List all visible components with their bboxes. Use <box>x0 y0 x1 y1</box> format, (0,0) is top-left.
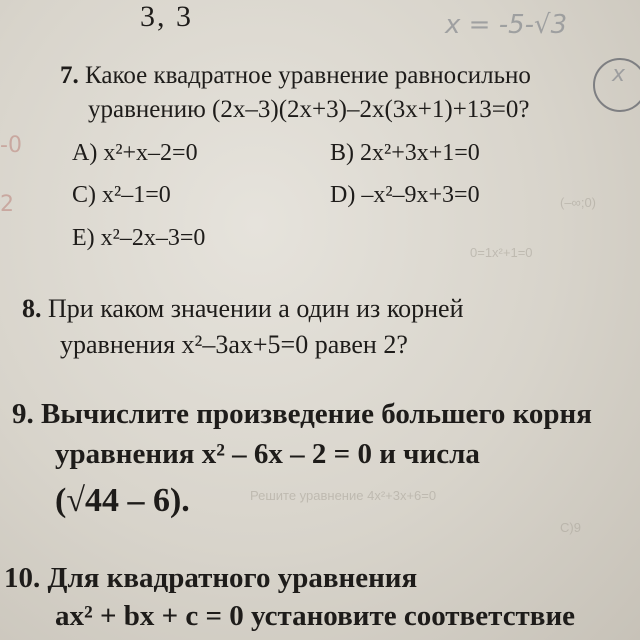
q10-line1 <box>4 562 417 595</box>
option-label: C) <box>72 182 96 208</box>
pencil-letter: x <box>612 62 626 87</box>
q7-option-d <box>330 182 480 209</box>
q9-line1 <box>12 398 592 431</box>
q7-option-c <box>72 182 171 209</box>
ghost-text: Решите уравнение 4x²+3x+6=0 <box>250 488 437 503</box>
q9-text-line3: (√44 – 6). <box>55 482 190 519</box>
option-text: 2x²+3x+1=0 <box>360 140 480 166</box>
q8-line1 <box>22 294 464 324</box>
q7-text-line2: уравнению (2x–3)(2x+3)–2x(3x+1)+13=0? <box>88 96 530 123</box>
option-label: B) <box>330 140 354 166</box>
option-label: E) <box>72 225 95 251</box>
q7-option-e <box>72 225 205 252</box>
q10-text-line1: Для квадратного уравнения <box>47 562 418 594</box>
option-text: x²–1=0 <box>102 182 171 208</box>
ghost-text: (–∞;0) <box>560 195 596 210</box>
q8-text-line1: При каком значении a один из корней <box>48 294 464 323</box>
q10-number: 10. <box>4 562 41 594</box>
q8-text-line2: уравнения x²–3ax+5=0 равен 2? <box>60 330 408 359</box>
q9-text-line2: уравнения x² – 6x – 2 = 0 и числа <box>55 438 480 470</box>
ghost-text: 0=1x²+1=0 <box>470 245 533 260</box>
q9-number: 9. <box>12 398 34 430</box>
q7-line1 <box>60 62 531 90</box>
previous-answer-fragment: 3, 3 <box>140 0 193 33</box>
option-text: x²–2x–3=0 <box>100 225 206 251</box>
q7-option-a <box>72 140 198 167</box>
q7-option-b <box>330 140 480 167</box>
q8-number: 8. <box>22 294 42 323</box>
option-label: A) <box>72 140 98 166</box>
q7-number: 7. <box>60 62 79 89</box>
option-text: x²+x–2=0 <box>103 140 198 166</box>
q10-text-line2: ax² + bx + c = 0 установите соответствие <box>55 600 576 632</box>
q9-text-line1: Вычислите произведение большего корня <box>41 398 592 430</box>
margin-mark: -0 <box>0 133 22 158</box>
option-label: D) <box>330 182 356 208</box>
q7-text-line1: Какое квадратное уравнение равносильно <box>85 62 531 89</box>
option-text: –x²–9x+3=0 <box>361 182 480 208</box>
pencil-note: x = -5-√3 <box>445 10 568 40</box>
margin-mark: 2 <box>0 192 14 217</box>
ghost-text: C)9 <box>560 520 581 535</box>
